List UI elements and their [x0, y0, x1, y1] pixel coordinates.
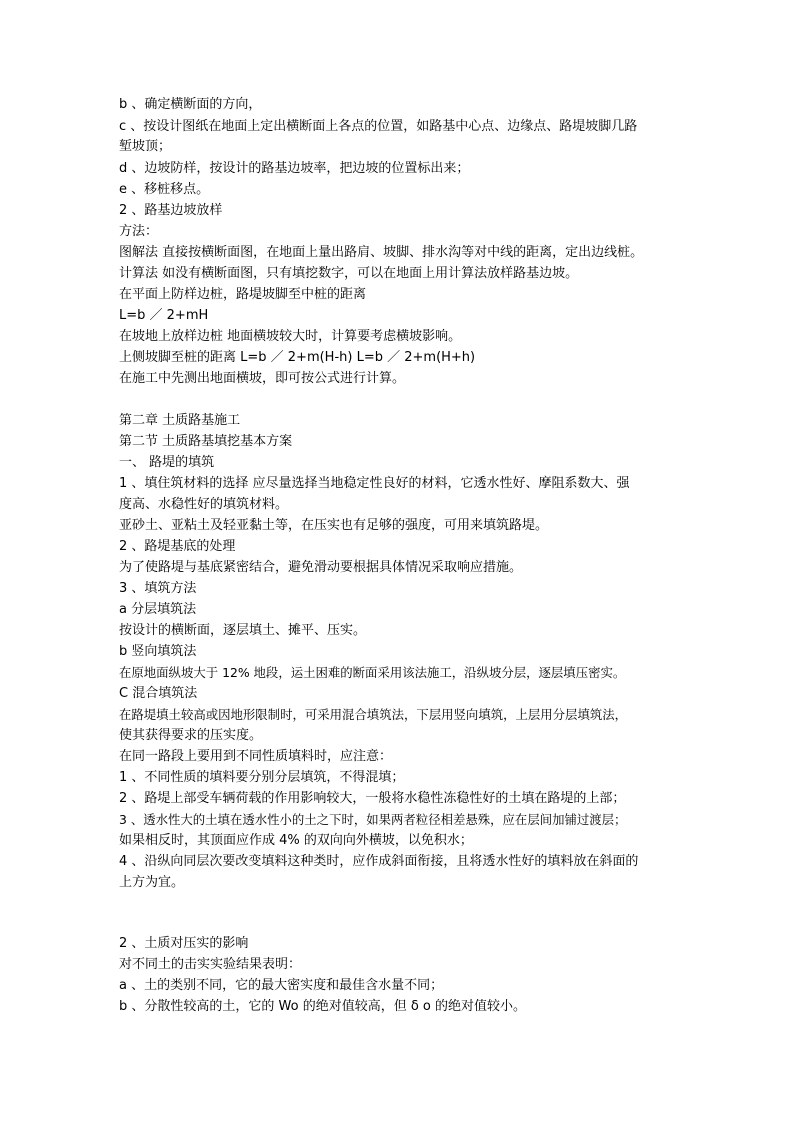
text-line: 按设计的横断面，逐层填土、摊平、压实。 [119, 623, 367, 638]
text-line: 方法： [119, 224, 159, 239]
text-line: d 、边坡防样，按设计的路基边坡率，把边坡的位置标出来； [119, 161, 470, 176]
text-line: c 、按设计图纸在地面上定出横断面上各点的位置，如路基中心点、边缘点、路堤坡脚几路 [119, 119, 638, 134]
text-line: a 分层填筑法 [119, 602, 197, 617]
text-line: 4 、沿纵向同层次要改变填料这种类时，应作成斜面衔接，且将透水性好的填料放在斜面的 [119, 854, 639, 869]
text-line: 上方为宜。 [119, 875, 185, 890]
text-line: b 竖向填筑法 [119, 644, 197, 659]
text-line: 3 、填筑方法 [119, 581, 197, 596]
text-line: e 、移桩移点。 [119, 182, 210, 197]
text-line: b 、确定横断面的方向， [119, 97, 262, 112]
text-line: 为了使路堤与基底紧密结合，避免滑动要根据具体情况采取响应措施。 [119, 560, 523, 575]
text-line: a 、土的类别不同，它的最大密实度和最佳含水量不同； [119, 978, 444, 993]
text-line: 度高、水稳性好的填筑材料。 [119, 497, 289, 512]
text-line: 计算法 如没有横断面图，只有填挖数字，可以在地面上用计算法放样路基边坡。 [119, 266, 579, 281]
text-line: 一、 路堤的填筑 [119, 455, 215, 470]
text-line: 1 、不同性质的填料要分别分层填筑，不得混填； [119, 770, 405, 785]
text-line: 上侧坡脚至桩的距离 L=b ／ 2+m(H-h) L=b ／ 2+m(H+h) [119, 350, 476, 365]
text-line: 在同一路段上要用到不同性质填料时，应注意： [119, 749, 393, 764]
text-line: 在施工中先测出地面横坡，即可按公式进行计算。 [119, 371, 406, 386]
text-line: 2 、路基边坡放样 [119, 203, 223, 218]
chapter-heading: 第二章 土质路基施工 [119, 413, 241, 428]
text-line: b 、分散性较高的土，它的 Wo 的绝对值较高，但 δ o 的绝对值较小。 [119, 999, 526, 1014]
text-line: 图解法 直接按横断面图，在地面上量出路肩、坡脚、排水沟等对中线的距离，定出边线桩。 [119, 245, 644, 260]
text-line: 亚砂土、亚粘土及轻亚黏土等，在压实也有足够的强度，可用来填筑路堤。 [119, 518, 549, 533]
text-line: 2 、路堤上部受车辆荷载的作用影响较大，一般将水稳性冻稳性好的土填在路堤的上部； [119, 791, 626, 806]
text-line: 在原地面纵坡大于 12% 地段，运土困难的断面采用该法施工，沿纵坡分层，逐层填压密实。 [119, 665, 626, 680]
text-line: L=b ／ 2+mH [119, 308, 209, 323]
text-line: C 混合填筑法 [119, 686, 198, 701]
text-line: 堑坡顶； [119, 139, 172, 154]
text-line: 2 、土质对压实的影响 [119, 936, 249, 951]
text-line: 在路堤填土较高或因地形限制时，可采用混合填筑法，下层用竖向填筑，上层用分层填筑法， [119, 707, 628, 722]
text-line: 2 、路堤基底的处理 [119, 539, 236, 554]
text-line: 如果相反时，其顶面应作成 4% 的双向向外横坡，以免积水； [119, 833, 473, 848]
text-line: 3 、透水性大的土填在透水性小的土之下时，如果两者粒径相差悬殊，应在层间加铺过渡层； [119, 812, 627, 827]
text-line: 对不同土的击实实验结果表明： [119, 957, 302, 972]
text-line: 在坡地上放样边桩 地面横坡较大时，计算要考虑横坡影响。 [119, 329, 462, 344]
text-line: 在平面上防样边桩，路堤坡脚至中桩的距离 [119, 287, 367, 302]
section-heading: 第二节 土质路基填挖基本方案 [119, 434, 293, 449]
text-line: 1 、填住筑材料的选择 应尽量选择当地稳定性良好的材料，它透水性好、摩阻系数大、强 [119, 476, 630, 491]
text-line: 使其获得要求的压实度。 [119, 728, 263, 743]
